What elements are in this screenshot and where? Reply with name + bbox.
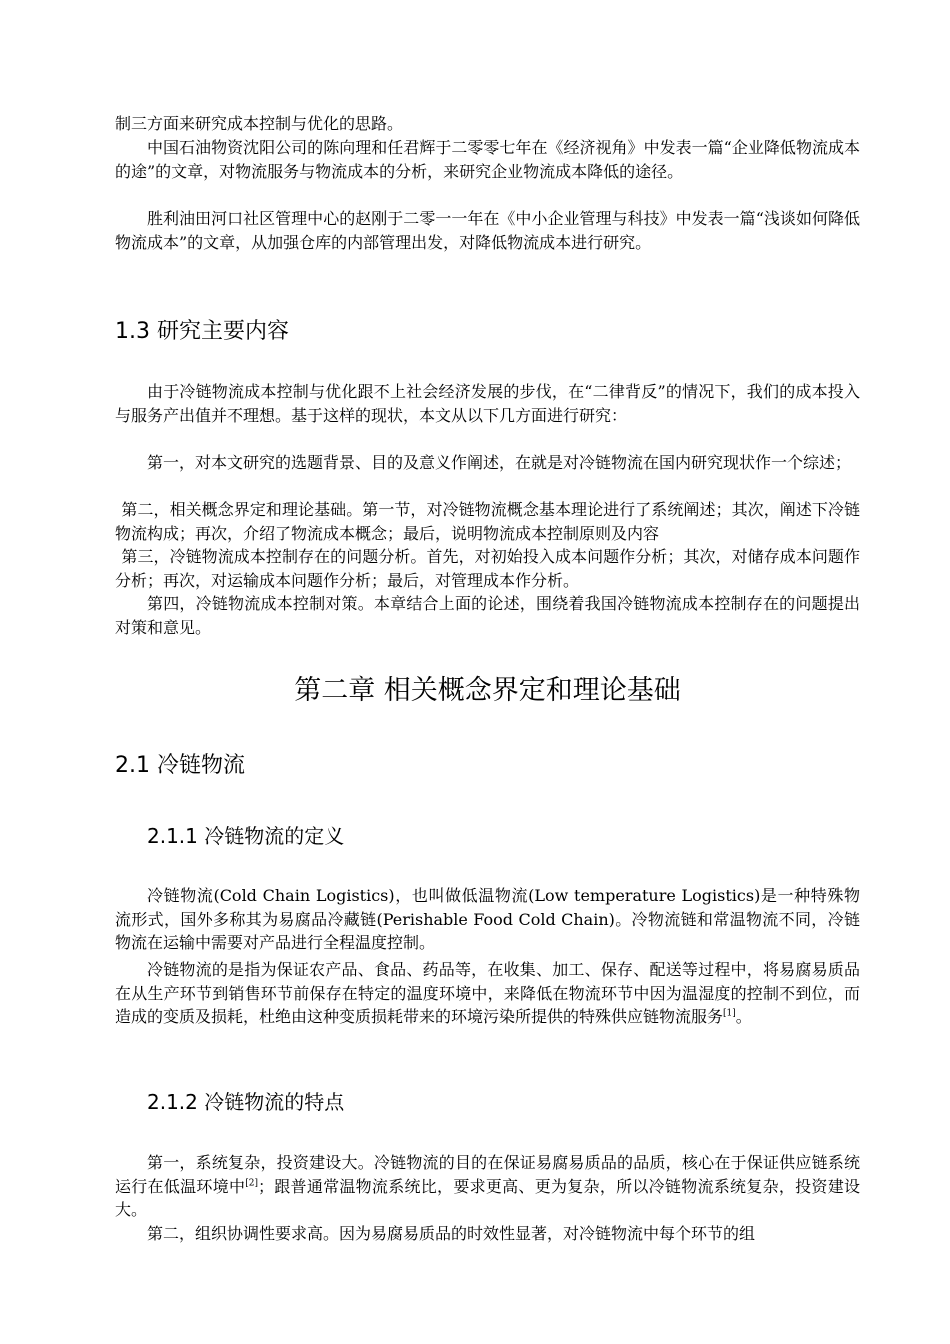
intro-paragraph-3: 胜利油田河口社区管理中心的赵刚于二零一一年在《中小企业管理与科技》中发表一篇“浅谈如何降低物流成本”的文章，从加强仓库的内部管理出发，对降低物流成本进行研究。: [115, 209, 860, 252]
section-1-3-paragraph-5: 第四，冷链物流成本控制对策。本章结合上面的论述，围绕着我国冷链物流成本控制存在的问题提出对策和意见。: [115, 594, 860, 637]
section-2-1-2-paragraph-2: 第二，组织协调性要求高。因为易腐易质品的时效性显著，对冷链物流中每个环节的组: [147, 1224, 756, 1243]
section-2-1-1-paragraph-2: [115, 958, 860, 1029]
citation-ref-1: [1]: [723, 1008, 736, 1019]
intro-paragraph-2: 中国石油物资沈阳公司的陈向理和任君辉于二零零七年在《经济视角》中发表一篇“企业降低物流成本的途”的文章，对物流服务与物流成本的分析，来研究企业物流成本降低的途径。: [115, 138, 860, 181]
section-1-3-heading: 1.3 研究主要内容: [115, 319, 289, 344]
chapter-2-title: 第二章 相关概念界定和理论基础: [294, 675, 681, 706]
section-2-1-2-paragraph-1-end: ；跟普通常温物流系统比，要求更高、更为复杂，所以冷链物流系统复杂，投资建设大。: [115, 1176, 860, 1219]
section-2-1-2-paragraph-1-text: 第一，系统复杂，投资建设大。冷链物流的目的在保证易腐易质品的品质，核心在于保证供应链系统运行在低温环境中: [115, 1153, 860, 1196]
intro-paragraph-1: 制三方面来研究成本控制与优化的思路。: [115, 114, 404, 133]
section-1-3-paragraph-1: 由于冷链物流成本控制与优化跟不上社会经济发展的步伐，在“二律背反”的情况下，我们的成本投入与服务产出值并不理想。基于这样的现状，本文从以下几方面进行研究：: [115, 382, 860, 425]
section-2-1-1-paragraph-2-end: 。: [735, 1007, 752, 1026]
citation-ref-2: [2]: [245, 1178, 258, 1189]
section-1-3-paragraph-2: 第一，对本文研究的选题背景、目的及意义作阐述，在就是对冷链物流在国内研究现状作一个综述；: [147, 453, 852, 472]
section-1-3-paragraph-3: 第二，相关概念界定和理论基础。第一节，对冷链物流概念基本理论进行了系统阐述；其次，阐述下冷链物流构成；再次，介绍了物流成本概念；最后，说明物流成本控制原则及内容: [115, 500, 860, 543]
section-2-1-1-heading: 2.1.1 冷链物流的定义: [147, 824, 345, 848]
section-2-1-1-paragraph-1: 冷链物流(Cold Chain Logistics)，也叫做低温物流(Low temperature Logistics)是一种特殊物流形式，国外多称其为易腐品冷藏链(Perishable Food Cold Chain)。冷物流链和常温物流不同，冷链物流在运输中需要对产品进行全程温度控制。: [115, 886, 860, 952]
section-2-1-2-heading: 2.1.2 冷链物流的特点: [147, 1090, 345, 1114]
section-2-1-1-paragraph-2-text: 冷链物流的是指为保证农产品、食品、药品等，在收集、加工、保存、配送等过程中，将易腐易质品在从生产环节到销售环节前保存在特定的温度环境中，来降低在物流环节中因为温湿度的控制不到位，而造成的变质及损耗，杜绝由这种变质损耗带来的环境污染所提供的特殊供应链物流服务: [115, 960, 860, 1026]
section-1-3-paragraph-4: 第三，冷链物流成本控制存在的问题分析。首先，对初始投入成本问题作分析；其次，对储存成本问题作分析；再次，对运输成本问题作分析；最后，对管理成本作分析。: [115, 547, 860, 590]
section-2-1-heading: 2.1 冷链物流: [115, 753, 245, 778]
section-2-1-2-paragraph-1: [115, 1151, 860, 1222]
